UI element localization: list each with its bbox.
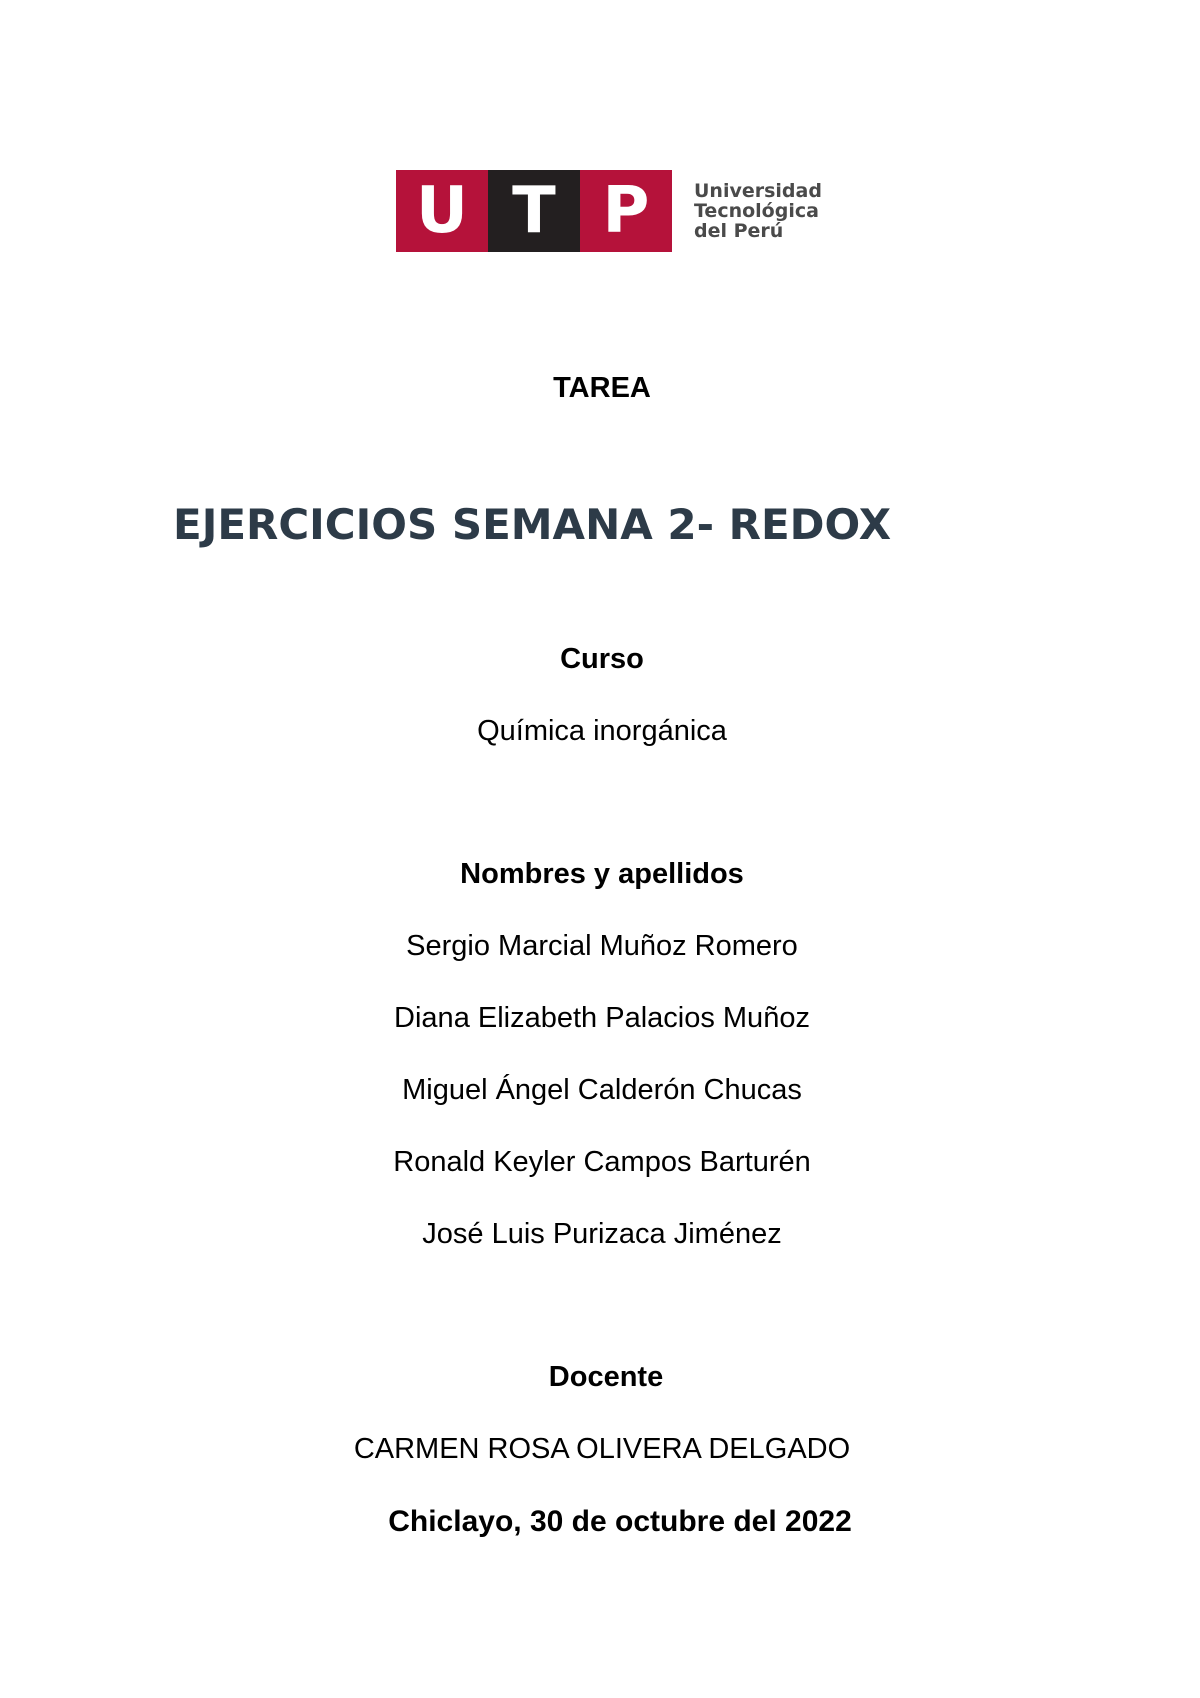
students-heading: Nombres y apellidos xyxy=(460,858,744,890)
logo-text-line-1: Universidad xyxy=(694,180,822,202)
logo-wordmark xyxy=(694,181,822,241)
utp-logo-mark xyxy=(396,170,672,252)
logo-text-line-3: del Perú xyxy=(694,220,784,242)
student-name: José Luis Purizaca Jiménez xyxy=(422,1218,782,1250)
student-name: Diana Elizabeth Palacios Muñoz xyxy=(394,1002,810,1034)
logo-letter-t: T xyxy=(488,170,580,252)
document-type-label: TAREA xyxy=(553,372,651,404)
student-name: Ronald Keyler Campos Barturén xyxy=(393,1146,811,1178)
utp-logo xyxy=(396,170,822,252)
course-name: Química inorgánica xyxy=(477,715,727,747)
place-and-date: Chiclayo, 30 de octubre del 2022 xyxy=(388,1505,852,1538)
teacher-heading: Docente xyxy=(548,1361,664,1393)
student-name: Miguel Ángel Calderón Chucas xyxy=(402,1074,802,1106)
teacher-name: CARMEN ROSA OLIVERA DELGADO xyxy=(353,1433,851,1465)
logo-letter-p: P xyxy=(580,170,672,252)
course-heading: Curso xyxy=(560,643,644,675)
document-title: EJERCICIOS SEMANA 2- REDOX xyxy=(173,500,892,549)
logo-letter-u: U xyxy=(396,170,488,252)
student-name: Sergio Marcial Muñoz Romero xyxy=(406,930,798,962)
logo-text-line-2: Tecnológica xyxy=(694,200,819,222)
